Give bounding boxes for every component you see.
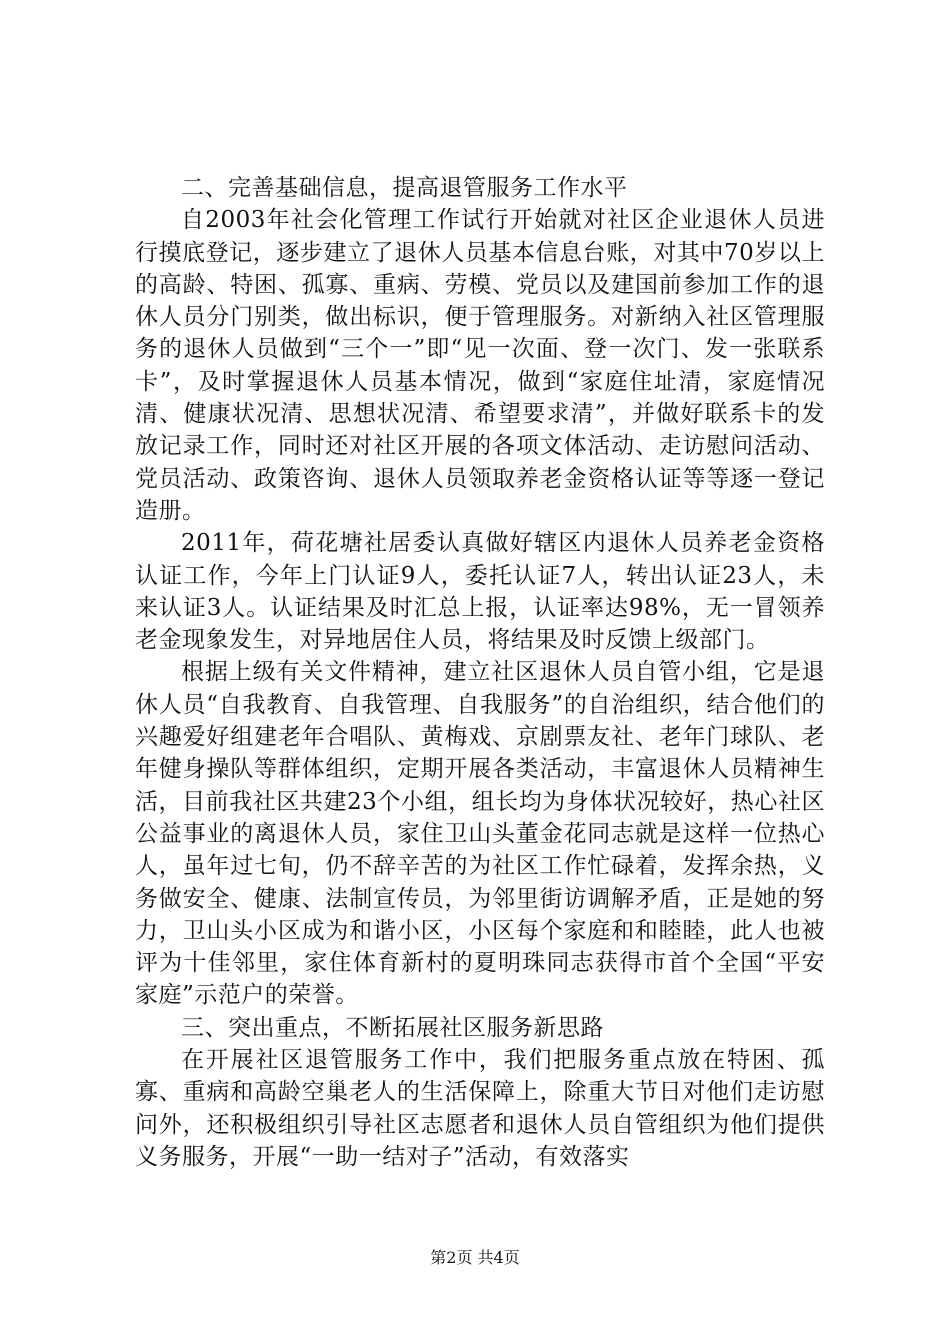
- page-footer: 第2页 共4页: [430, 1248, 520, 1267]
- paragraph: 根据上级有关文件精神，建立社区退休人员自管小组，它是退休人员“自我教育、自我管理、自我服务”的自治组织，结合他们的兴趣爱好组建老年合唱队、黄梅戏、京剧票友社、老年门球队、老年健身操队等群体组织，定期开展各类活动，丰富退休人员精神生活，目前我社区共建23个小组，组长均为身体状况较好，热心社区公益事业的离退休人员，家住卫山头董金花同志就是这样一位热心人，虽年过七旬，仍不辞辛苦的为社区工作忙碌着，发挥余热，义务做安全、健康、法制宣传员，为邻里街访调解矛盾，正是她的努力，卫山头小区成为和谐小区，小区每个家庭和和睦睦，此人也被评为十佳邻里，家住体育新村的夏明珠同志获得市首个全国“平安家庭”示范户的荣誉。: [135, 659, 825, 1009]
- paragraph: 2011年，荷花塘社居委认真做好辖区内退休人员养老金资格认证工作，今年上门认证9人，委托认证7人，转出认证23人，未来认证3人。认证结果及时汇总上报，认证率达98%，无一冒领养老金现象发生，对异地居住人员，将结果及时反馈上级部门。: [135, 530, 825, 654]
- paragraph: 在开展社区退管服务工作中，我们把服务重点放在特困、孤寡、重病和高龄空巢老人的生活保障上，除重大节日对他们走访慰问外，还积极组织引导社区志愿者和退休人员自管组织为他们提供义务服务，开展“一助一结对子”活动，有效落实: [135, 1047, 825, 1170]
- paragraph: 自2003年社会化管理工作试行开始就对社区企业退休人员进行摸底登记，逐步建立了退休人员基本信息台账，对其中70岁以上的高龄、特困、孤寡、重病、劳模、党员以及建国前参加工作的退休人员分门别类，做出标识，便于管理服务。对新纳入社区管理服务的退休人员做到“三个一”即“见一次面、登一次门、发一张联系卡”，及时掌握退休人员基本情况，做到“家庭住址清，家庭情况清、健康状况清、思想状况清、希望要求清”，并做好联系卡的发放记录工作，同时还对社区开展的各项文体活动、走访慰问活动、党员活动、政策咨询、退休人员领取养老金资格认证等等逐一登记造册。: [135, 207, 825, 524]
- document-body: [135, 172, 825, 1173]
- section-heading-3: 三、突出重点，不断拓展社区服务新思路: [181, 1014, 604, 1041]
- section-heading-2: 二、完善基础信息，提高退管服务工作水平: [181, 175, 628, 201]
